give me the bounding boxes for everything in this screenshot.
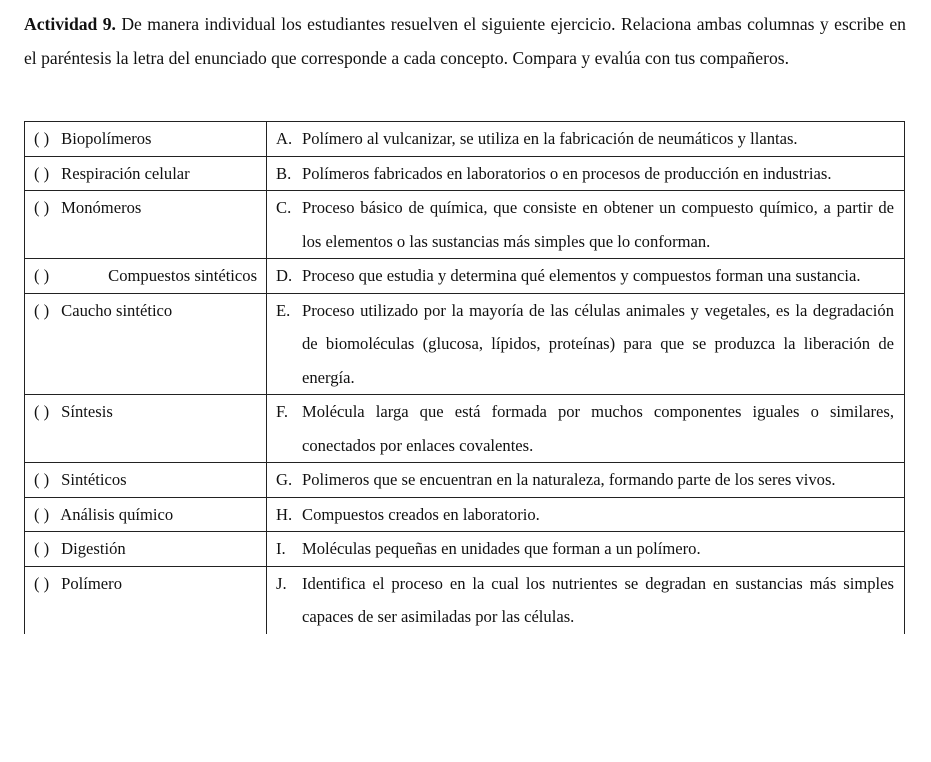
concept-label: Síntesis bbox=[61, 402, 113, 421]
statement-text: Proceso básico de química, que consiste en obtener un compuesto químico, a partir de los elementos o las sustancias más simples que lo conforman. bbox=[302, 198, 894, 251]
concept-label: Caucho sintético bbox=[61, 300, 173, 320]
table-row bbox=[25, 463, 905, 498]
concept-cell bbox=[25, 566, 267, 634]
statement-letter: D. bbox=[276, 266, 293, 285]
statement-text: Moléculas pequeñas en unidades que forman a un polímero. bbox=[302, 539, 701, 558]
table-row bbox=[25, 191, 905, 259]
statement-letter: G. bbox=[276, 470, 293, 489]
table-row bbox=[25, 156, 905, 191]
statement-text: Polimeros que se encuentran en la naturaleza, formando parte de los seres vivos. bbox=[302, 470, 836, 489]
concept-label: Monómeros bbox=[61, 198, 142, 217]
statement-cell bbox=[267, 395, 905, 463]
answer-parenthesis[interactable]: ( ) bbox=[34, 198, 50, 217]
statement-letter: E. bbox=[276, 300, 291, 320]
concept-cell bbox=[25, 191, 267, 259]
statement-cell bbox=[267, 497, 905, 532]
table-row bbox=[25, 566, 905, 634]
statement-text: Proceso que estudia y determina qué elementos y compuestos forman una sustancia. bbox=[302, 266, 861, 285]
concept-label: Biopolímeros bbox=[61, 129, 152, 148]
activity-title: Actividad 9. bbox=[24, 14, 116, 34]
statement-letter: B. bbox=[276, 163, 292, 183]
concept-label: Compuestos sintéticos bbox=[108, 266, 258, 285]
answer-parenthesis[interactable]: ( ) bbox=[34, 163, 50, 183]
statement-text: Identifica el proceso en la cual los nutrientes se degradan en sustancias más simples capaces de ser asimiladas por las células. bbox=[302, 573, 894, 626]
statement-cell bbox=[267, 463, 905, 498]
statement-letter: F. bbox=[276, 402, 289, 421]
concept-label: Digestión bbox=[61, 539, 126, 558]
table-row bbox=[25, 259, 905, 294]
activity-instructions bbox=[24, 8, 906, 75]
statement-letter: J. bbox=[276, 573, 287, 593]
statement-letter: H. bbox=[276, 504, 293, 524]
table-row bbox=[25, 497, 905, 532]
concept-label: Análisis químico bbox=[60, 504, 174, 524]
statement-letter: I. bbox=[276, 539, 286, 558]
answer-parenthesis[interactable]: ( ) bbox=[34, 300, 50, 320]
answer-parenthesis[interactable]: ( ) bbox=[34, 402, 50, 421]
matching-table bbox=[24, 121, 905, 634]
table-row bbox=[25, 395, 905, 463]
statement-cell bbox=[267, 191, 905, 259]
concept-cell bbox=[25, 497, 267, 532]
statement-cell bbox=[267, 156, 905, 191]
answer-parenthesis[interactable]: ( ) bbox=[34, 539, 50, 558]
concept-label: Respiración celular bbox=[61, 163, 190, 183]
concept-cell bbox=[25, 532, 267, 567]
concept-cell bbox=[25, 122, 267, 157]
answer-parenthesis[interactable]: ( ) bbox=[34, 266, 50, 285]
statement-text: Polímeros fabricados en laboratorios o en procesos de producción en industrias. bbox=[302, 163, 832, 183]
table-row bbox=[25, 122, 905, 157]
concept-label: Sintéticos bbox=[61, 470, 127, 489]
concept-cell bbox=[25, 293, 267, 395]
answer-parenthesis[interactable]: ( ) bbox=[34, 129, 50, 148]
answer-parenthesis[interactable]: ( ) bbox=[34, 470, 50, 489]
statement-text: Polímero al vulcanizar, se utiliza en la fabricación de neumáticos y llantas. bbox=[302, 129, 798, 148]
concept-cell bbox=[25, 156, 267, 191]
statement-letter: C. bbox=[276, 198, 292, 217]
answer-parenthesis[interactable]: ( ) bbox=[34, 573, 50, 593]
activity-text: De manera individual los estudiantes resuelven el siguiente ejercicio. Relaciona ambas columnas y escribe en el paréntesis la letra del enunciado que corresponde a cada concepto. Compara y evalúa con tus compañeros. bbox=[24, 14, 906, 68]
concept-label: Polímero bbox=[61, 573, 122, 593]
statement-cell bbox=[267, 532, 905, 567]
statement-letter: A. bbox=[276, 129, 293, 148]
concept-cell bbox=[25, 259, 267, 294]
statement-text: Molécula larga que está formada por muchos componentes iguales o similares, conectados por enlaces covalentes. bbox=[302, 402, 894, 455]
table-row bbox=[25, 293, 905, 395]
statement-cell bbox=[267, 122, 905, 157]
statement-cell bbox=[267, 293, 905, 395]
statement-cell bbox=[267, 566, 905, 634]
statement-text: Compuestos creados en laboratorio. bbox=[302, 504, 540, 524]
table-row bbox=[25, 532, 905, 567]
statement-cell bbox=[267, 259, 905, 294]
statement-text: Proceso utilizado por la mayoría de las células animales y vegetales, es la degradación de biomoléculas (glucosa, lípidos, proteínas) para que se produzca la liberación de energía. bbox=[302, 300, 894, 387]
answer-parenthesis[interactable]: ( ) bbox=[34, 504, 50, 524]
concept-cell bbox=[25, 463, 267, 498]
concept-cell bbox=[25, 395, 267, 463]
